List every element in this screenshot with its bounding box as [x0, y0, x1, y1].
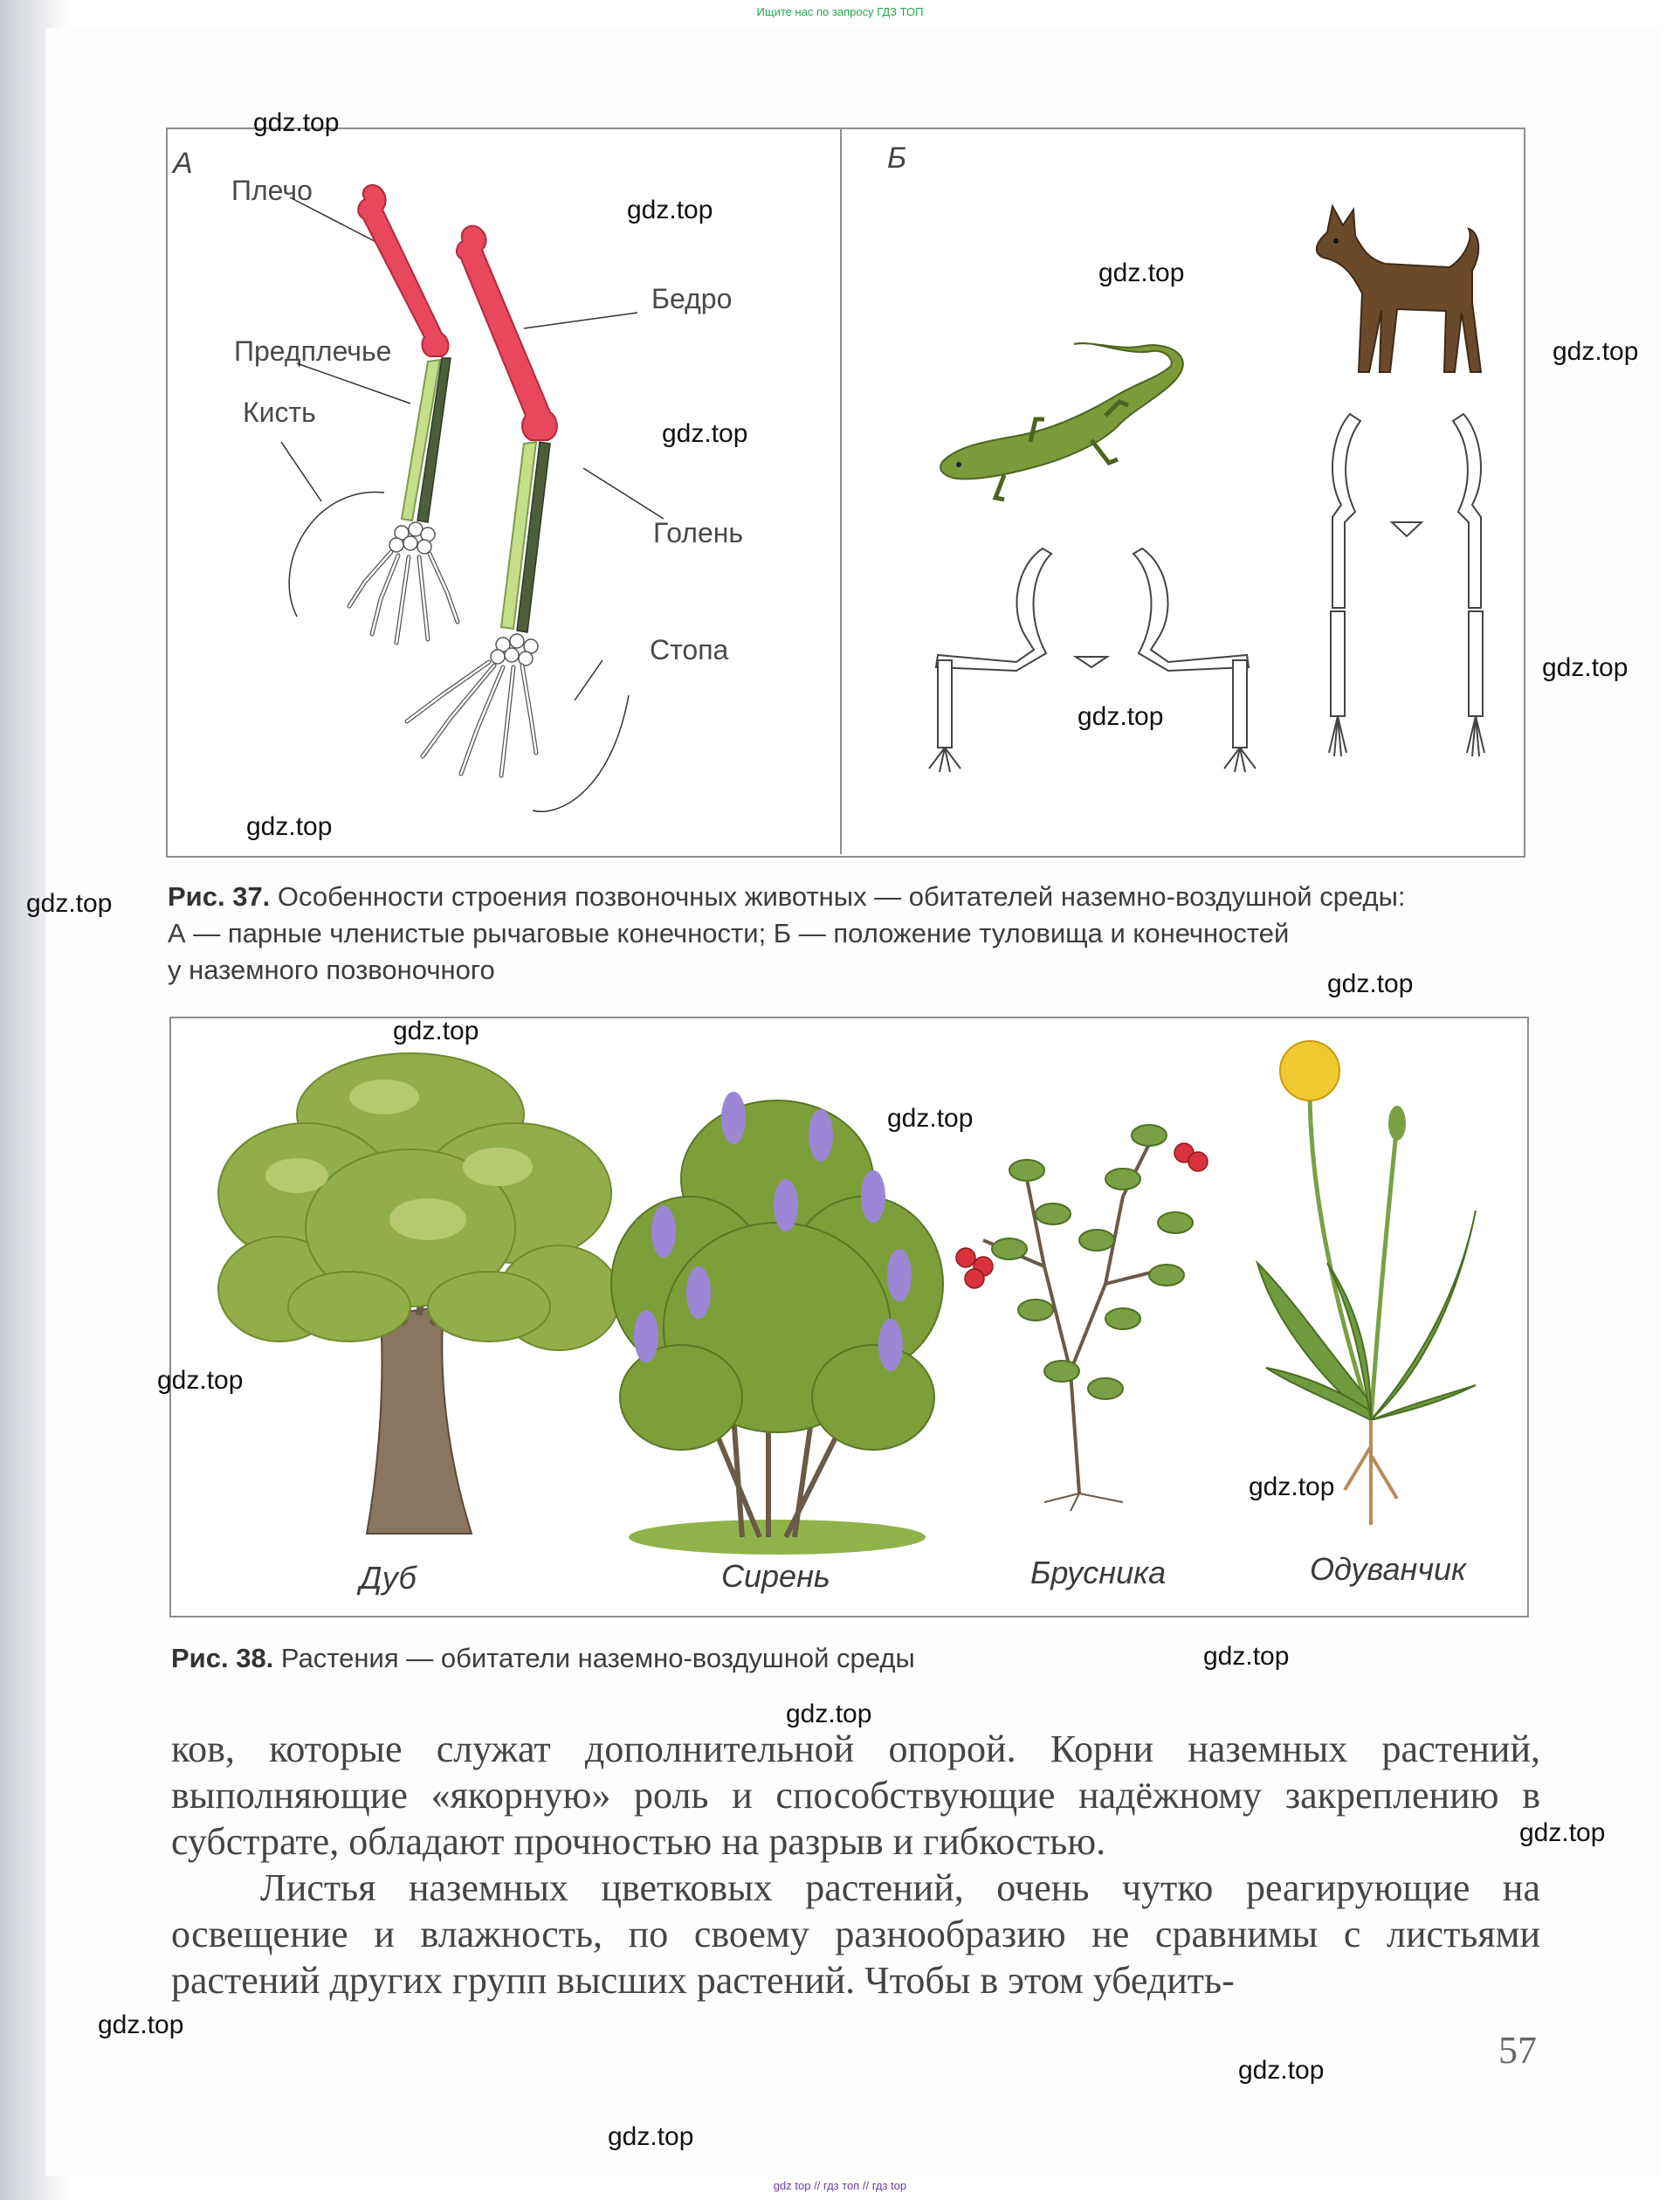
watermark: gdz.top: [627, 196, 713, 224]
watermark: gdz.top: [253, 108, 340, 137]
plant-name-lingonberry: Брусника: [1030, 1555, 1167, 1590]
watermark: gdz.top: [1238, 2056, 1325, 2085]
watermark: gdz.top: [1078, 702, 1164, 731]
body-text: [171, 1726, 1540, 2003]
plant-name-dandelion: Одуванчик: [1310, 1551, 1466, 1587]
figure-37-caption-line-1: Особенности строения позвоночных животных — обитателей наземно-воздушной среды:: [277, 881, 1406, 912]
lizard-illustration: [934, 332, 1196, 515]
figure-37-divider: [840, 129, 842, 854]
watermark: gdz.top: [1519, 1818, 1606, 1847]
body-paragraph-2: Листья наземных цветковых растений, очень чутко реагирующие на освещение и влажность, по своему разнообразию не сравнимы с листьями растений других групп высших растений. Чтобы в этом убедить-: [171, 1866, 1540, 2002]
figure-38-number: Рис. 38.: [171, 1643, 274, 1673]
lingonberry-illustration: [948, 1092, 1210, 1511]
figure-38-caption: [171, 1640, 1533, 1677]
watermark: gdz.top: [393, 1017, 479, 1045]
watermark: gdz.top: [608, 2122, 694, 2151]
watermark: gdz.top: [786, 1700, 872, 1728]
body-paragraph-1: ков, которые служат дополнительной опорой. Корни наземных растений, выполняющие «якорную» роль и способствующие надёжному закреплению в субстрате, обладают прочностью на разрыв и гибкостью.: [171, 1728, 1540, 1863]
figure-37-caption: [168, 879, 1530, 989]
figure-37-caption-line-2: А — парные членистые рычаговые конечности; Б — положение туловища и конечностей: [168, 918, 1290, 948]
dandelion-illustration: [1240, 1036, 1502, 1542]
plant-name-oak: Дуб: [360, 1560, 417, 1596]
label-shin: Голень: [653, 517, 744, 548]
label-forearm: Предплечье: [234, 335, 392, 367]
footer-links[interactable]: gdz top // гдз топ // гдз top: [773, 2179, 907, 2192]
figure-38-caption-text: Растения — обитатели наземно-воздушной среды: [280, 1643, 915, 1673]
watermark: gdz.top: [246, 812, 333, 841]
label-foot: Стопа: [650, 634, 729, 666]
watermark: gdz.top: [157, 1366, 244, 1395]
page-number: 57: [1498, 2029, 1537, 2072]
watermark: gdz.top: [1542, 653, 1628, 682]
watermark: gdz.top: [98, 2010, 184, 2039]
watermark: gdz.top: [887, 1104, 974, 1133]
panel-a-letter: А: [173, 147, 193, 180]
top-banner[interactable]: Ищите нас по запросу ГДЗ ТОП: [756, 5, 924, 18]
watermark: gdz.top: [1203, 1642, 1290, 1671]
dog-limb-scheme: [1315, 407, 1498, 774]
figure-37-caption-line-3: у наземного позвоночного: [168, 955, 495, 985]
label-shoulder: Плечо: [231, 175, 313, 206]
dog-illustration: [1301, 206, 1502, 381]
watermark: gdz.top: [662, 419, 748, 448]
figure-37-number: Рис. 37.: [168, 881, 271, 912]
panel-b-letter: Б: [887, 141, 907, 175]
limb-skeletons-illustration: [166, 128, 840, 854]
watermark: gdz.top: [1098, 259, 1185, 287]
lizard-limb-scheme: [929, 540, 1254, 774]
watermark: gdz.top: [1553, 337, 1639, 366]
oak-illustration: [210, 1045, 620, 1551]
watermark: gdz.top: [26, 889, 113, 918]
label-thigh: Бедро: [651, 283, 733, 314]
watermark: gdz.top: [1249, 1472, 1335, 1501]
plant-name-lilac: Сирень: [721, 1558, 830, 1594]
watermark: gdz.top: [1327, 969, 1414, 998]
label-hand: Кисть: [243, 397, 316, 428]
lilac-illustration: [611, 1083, 943, 1555]
